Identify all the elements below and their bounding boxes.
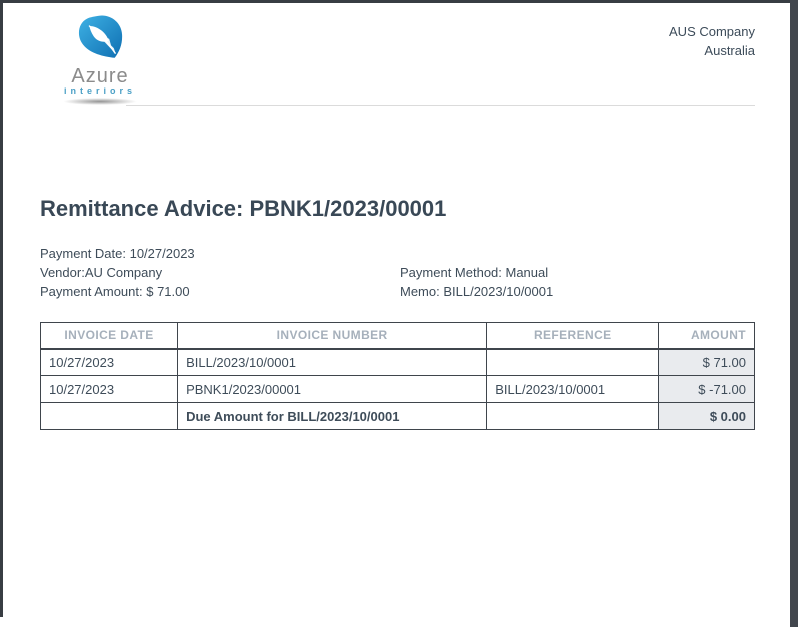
payment-date: Payment Date: 10/27/2023 [40, 246, 195, 261]
header-invoice-number: INVOICE NUMBER [178, 323, 487, 349]
memo: Memo: BILL/2023/10/0001 [400, 284, 554, 299]
cell-invoice-number: PBNK1/2023/00001 [178, 376, 487, 403]
viewer-frame-top [0, 0, 798, 3]
logo-brand-text: Azure [71, 65, 129, 87]
logo-shadow [63, 98, 137, 105]
payment-details-left [40, 244, 195, 301]
cell-due-amount-label: Due Amount for BILL/2023/10/0001 [178, 403, 487, 430]
cell-reference: BILL/2023/10/0001 [487, 376, 659, 403]
header-divider [126, 105, 755, 106]
cell-invoice-date [41, 403, 178, 430]
company-logo [52, 12, 148, 105]
table-header-row [41, 323, 755, 349]
company-name: AUS Company [669, 24, 755, 39]
table-row [41, 349, 755, 376]
invoice-table [40, 322, 755, 430]
vendor: Vendor:AU Company [40, 265, 163, 280]
payment-method: Payment Method: Manual [400, 265, 549, 280]
viewer-frame-left [0, 0, 3, 617]
cell-invoice-date: 10/27/2023 [41, 376, 178, 403]
payment-details-right [400, 263, 553, 301]
page-title: Remittance Advice: PBNK1/2023/00001 [40, 196, 447, 221]
company-address-block [669, 22, 755, 60]
cell-amount: $ 0.00 [659, 403, 755, 430]
cell-amount: $ -71.00 [659, 376, 755, 403]
table-total-row [41, 403, 755, 430]
header-reference: REFERENCE [487, 323, 659, 349]
azure-feather-logo-icon [77, 12, 123, 64]
cell-invoice-date: 10/27/2023 [41, 349, 178, 376]
cell-reference [487, 349, 659, 376]
cell-amount: $ 71.00 [659, 349, 755, 376]
logo-tagline-text: interiors [63, 86, 136, 96]
table-row [41, 376, 755, 403]
company-country: Australia [704, 43, 755, 58]
cell-invoice-number: BILL/2023/10/0001 [178, 349, 487, 376]
header-invoice-date: INVOICE DATE [41, 323, 178, 349]
viewer-frame-right [790, 0, 798, 627]
header-amount: AMOUNT [659, 323, 755, 349]
cell-reference [487, 403, 659, 430]
payment-amount: Payment Amount: $ 71.00 [40, 284, 190, 299]
